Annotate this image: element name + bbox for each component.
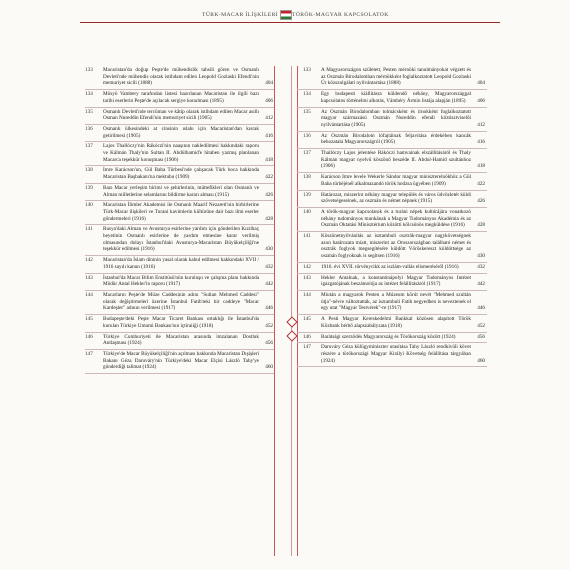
- entry-page-number: 418: [265, 156, 273, 163]
- header-left-title: TÜRK-MACAR İLİŞKİLERİ: [202, 12, 278, 18]
- contents-entry: [297, 90, 487, 107]
- contents-entry: [297, 173, 487, 190]
- entry-title: Miután a magyarok Pesten a Múzeum körút nevét "Mehmed szultán útja"-névre változtatták, az isztambuli Fatih negyedben is neveztenek el egy utat "Magyar Testvérek"-re (1917): [321, 291, 471, 312]
- contents-entry: [297, 149, 487, 173]
- entry-page-number: 426: [265, 191, 273, 198]
- entry-page-number: 430: [265, 246, 273, 253]
- entry-title: Macaristan İlimler Akademisi ile Osmanlı Maarif Nezareti'nin birbirlerine Türk-Macar ilişkileri ve Turani kavimlerin kültürüne dair bazı ilmi eserler göndermeleri (1916): [103, 202, 259, 222]
- entry-title: A Magyarországon született, Pesten mérnöki tanulmányokat végzett és az Oszmán Birodalomban mérnökként foglalkoztatott Leopold Gozlaski Úr közszolgálati nyilvántartása (1888): [321, 67, 471, 87]
- contents-entry: [85, 142, 275, 166]
- entry-number: 136: [85, 125, 93, 132]
- entry-number: 133: [303, 67, 311, 73]
- entry-page-number: 452: [477, 322, 485, 329]
- entry-number: 140: [303, 208, 311, 215]
- turkish-contents-column: [85, 66, 275, 556]
- entry-title: Daruváry Géza külügyminiszter utasítása Tahy László rendkívüli követ részére a törökországi Magyar Királyi Követség felállítása tárgyában (1924): [321, 344, 471, 364]
- entry-title: Határozat, miszerint néhány magyar település és város üdvözletét küldi szövetségeseinek, az oszmán és német népnek (1915): [321, 191, 471, 205]
- entry-title: Macaristan'da doğup Peşte'de mühendislik tahsili gören ve Osmanlı Devleti'nde mühendis olarak istihdam edilen Leopold Gozlaski Efendi'nin memuriyet sicili (1888): [103, 67, 259, 87]
- contents-entry: [85, 125, 275, 142]
- entry-title: Köszönetnyilvánítás az isztambuli osztrák-magyar nagykövetségnek azon határozata miatt, miszerint az Oroszországban található német és osztrák foglyok megsegítésére küldött Vöröskereszt küldöttsége az oszmán foglyoknak is segítsen (1916): [321, 233, 471, 260]
- contents-entry: [85, 256, 275, 273]
- entry-number: 137: [303, 150, 311, 157]
- contents-entry: [297, 291, 487, 315]
- entry-title: Türkiye'de Macar Büyükelçiliği'nin açılması hakkında Macaristan Dışişleri Bakanı Géza Daruváry'nin Türkiye'deki Macar Elçisi László Tahy'ye gönderdiği talimat (1924): [103, 350, 260, 371]
- entry-title: Lajos Thallóczy'nin Rákóczi'nin naaşının nakledilmesi hakkındaki raporu ve Kálmán Thaly'nin Sultan II. Abdülhamid'e hitaben yazmış planlanan Macarca teşekkür konuşması (1906): [103, 143, 259, 163]
- entry-number: 147: [303, 344, 311, 351]
- entry-number: 135: [303, 108, 311, 115]
- entry-number: 144: [303, 291, 311, 298]
- entry-page-number: 442: [265, 281, 273, 288]
- divider-ornament-icon: [286, 330, 297, 341]
- entry-title: İstanbul'da Macar Bilim Enstitüsü'nün kuruluşu ve çalışma planı hakkında Müdür Antal Hekler'in raporu (1917): [103, 274, 259, 288]
- entry-page-number: 452: [265, 322, 273, 329]
- contents-entry: [85, 108, 275, 125]
- entry-number: 137: [85, 143, 93, 150]
- entry-page-number: 446: [477, 305, 485, 312]
- entry-title: Budapeşte'deki Peşte Macar Ticaret Bankası ortaklığı ile İstanbul'da kurulan Türkiye Umumi Bankası'nın içtiraiiği (1918): [103, 316, 259, 329]
- entry-page-number: 432: [477, 263, 485, 270]
- entry-number: 134: [85, 91, 93, 98]
- entry-number: 143: [303, 274, 311, 281]
- entry-title: Mösyö Vambery tarafından listesi hazırlanan Macaristan ile ilgili bazı tarihi eserlerin Peşte'de açılacak sergiye konulması (1895): [103, 91, 259, 104]
- entry-number: 146: [85, 333, 93, 340]
- entry-title: Az Oszmán Birodalom lófajtáinak feljavítása érdekében kancák behozatala Magyarországról (1905): [321, 132, 471, 146]
- contents-entry: [85, 184, 275, 201]
- entry-number: 144: [85, 291, 93, 298]
- entry-page-number: 428: [265, 215, 273, 222]
- entry-title: Macarların Peşte'de Müze Caddesinin adını "Sultan Mehmed Caddesi" olarak değiştirmeleri üzerine İstanbul Fatih'teki bir caddeye "Macar Kardeşler" adının verilmesi (1917): [103, 291, 259, 312]
- entry-number: 136: [303, 132, 311, 139]
- entry-title: Az Oszmán Birodalomban tolmácsként és írnokként foglalkoztatott magyar származású Oszmán Nureddin efendi köztisztviselői nyilvántartása (1905): [321, 108, 471, 128]
- entry-page-number: 416: [265, 132, 273, 139]
- entry-page-number: 456: [265, 340, 273, 347]
- entry-page-number: 428: [477, 222, 485, 229]
- entry-number: 135: [85, 108, 93, 115]
- header-right-title: TÖRÖK-MAGYAR KAPCSOLATOK: [292, 12, 389, 18]
- contents-entry: [297, 108, 487, 132]
- contents-entry: [85, 291, 275, 315]
- entry-page-number: 460: [477, 357, 485, 364]
- entry-title: Hekler Antalnak, a konstantinápolyi Magyar Tudományos Intézet igazgatójának beszámolója az intézet felállításáról (1917): [321, 274, 471, 288]
- contents-entry: [85, 350, 275, 374]
- entry-number: 141: [85, 226, 93, 233]
- contents-entry: [297, 132, 487, 149]
- contents-entry: [85, 201, 275, 225]
- flag-icon: [280, 10, 292, 20]
- contents-entry: [297, 191, 487, 208]
- entry-page-number: 456: [477, 333, 485, 340]
- contents-entry: [297, 274, 487, 291]
- contents-entry: [297, 66, 487, 90]
- entry-number: 138: [85, 167, 93, 174]
- entry-page-number: 446: [265, 305, 273, 312]
- entry-page-number: 416: [477, 139, 485, 146]
- entry-number: 138: [303, 174, 311, 181]
- contents-entry: [85, 315, 275, 332]
- contents-entry: [297, 343, 487, 367]
- entry-number: 142: [303, 263, 311, 270]
- center-divider: [291, 66, 292, 556]
- entry-page-number: 442: [477, 281, 485, 288]
- entry-number: 134: [303, 91, 311, 98]
- entry-title: Egy budapesti kiállításra küldendő néhány, Magyarországgal kapcsolatos történelmi alkotás, Vámbéry Ármin listája alapján (1895): [321, 91, 471, 104]
- entry-page-number: 412: [477, 121, 485, 128]
- entry-page-number: 432: [265, 263, 273, 270]
- entry-title: Türkiye Cumhuriyeti ile Macaristan arasında imzalanan Dostluk Antlaşması (1924): [103, 333, 259, 347]
- entry-title: Rusya'daki Alman ve Avusturya esirlerine yardım için gönderilen Kızılhaç heyetinin Osmanlı esirlerine de yardım etmesine karar verilmiş olmasından dolayı İstanbul'daki Avusturya-Macaristan Büyükelçiliği'ne teşekkür edilmesi (1916): [103, 226, 259, 253]
- contents-entry: [297, 232, 487, 263]
- entry-page-number: 430: [477, 253, 485, 260]
- entry-title: Karácson Imre levele Wekerle Sándor magyar miniszterelnökhöz a Gül Baba türbéjénél alkalmazandó török hodzsa ügyében (1909): [321, 174, 471, 187]
- entry-page-number: 418: [477, 163, 485, 170]
- entry-number: 143: [85, 274, 93, 281]
- contents-entry: [85, 225, 275, 256]
- entry-page-number: 460: [265, 364, 273, 371]
- contents-entry: [297, 333, 487, 344]
- hungarian-contents-column: [297, 66, 487, 556]
- running-header: [0, 10, 570, 20]
- contents-entry: [85, 274, 275, 291]
- entry-title: İmre Karácson'un, Gül Baba Türbesi'nde çalışacak Türk hoca hakkında Macaristan Başbakanı'na mektubu (1909): [103, 167, 259, 181]
- entry-title: Osmanlı ülkesindeki at cinsinin ıslahı için Macaristan'dan kısrak getirilmesi (1905): [103, 125, 259, 139]
- contents-entry: [297, 315, 487, 332]
- entry-title: A Pesti Magyar Kereskedelmi Bankkal közösen alapított Török Közbank bérbő alapszabályzata (1918): [321, 316, 471, 329]
- entry-page-number: 404: [265, 80, 273, 87]
- entry-title: Osmanlı Devleti'nde tercüman ve kâtip olarak istihdam edilen Macar asıllı Osman Nureddin Efendi'nin memuriyet sicili (1905): [103, 108, 259, 122]
- entry-number: 133: [85, 67, 93, 73]
- entry-title: 1916. évi XVII. törvénycikk az iszlám-vallás elismeréséről (1916): [321, 263, 459, 270]
- entry-page-number: 422: [265, 174, 273, 181]
- entry-page-number: 422: [477, 180, 485, 187]
- entry-number: 141: [303, 233, 311, 240]
- entry-page-number: 406: [265, 97, 273, 104]
- entry-number: 142: [85, 257, 93, 264]
- contents-entry: [85, 90, 275, 107]
- contents-entry: [85, 166, 275, 183]
- contents-entry: [297, 208, 487, 232]
- entry-number: 146: [303, 333, 311, 340]
- entry-title: Barátsági szerződés Magyarország és Törökország között (1924): [321, 333, 456, 340]
- contents-entry: [85, 66, 275, 90]
- contents-entry: [297, 263, 487, 274]
- contents-entry: [85, 333, 275, 350]
- entry-title: Macaristan'da İslam dininin yasal olarak kabul edilmesi hakkındaki XVII / 1916 sayılı kanun (1916): [103, 257, 259, 270]
- entry-page-number: 404: [477, 80, 485, 87]
- entry-number: 145: [85, 316, 93, 323]
- entry-title: Thallóczy Lajos jelentése Rákóczi hamvainak elszállításáról és Thaly Kálmán magyar nyelvű köszönő beszéde II. Abdul-Hamid szultánhoz (1906): [321, 150, 471, 170]
- divider-ornament-icon: [286, 316, 297, 327]
- entry-number: 139: [85, 184, 93, 191]
- entry-page-number: 406: [477, 97, 485, 104]
- entry-number: 140: [85, 202, 93, 209]
- entry-page-number: 426: [477, 198, 485, 205]
- entry-number: 147: [85, 350, 93, 357]
- entry-page-number: 412: [265, 115, 273, 122]
- entry-number: 139: [303, 191, 311, 198]
- header-rule: [80, 22, 500, 23]
- entry-title: Bazı Macar yerleşim birimi ve şehirlerinin, müttefikleri olan Osmanlı ve Alman milletlerine selamlarını bildirme kararı alması (1915): [103, 184, 259, 198]
- entry-title: A török-magyar kapcsolatok és a turáni népek kultúrájára vonatkozó néhány tudományos munkának a Magyar Tudományos Akadémia és az Oszmán Oktatási Minisztérium közötti kölcsönös megküldése (1916): [321, 208, 471, 229]
- entry-number: 145: [303, 316, 311, 323]
